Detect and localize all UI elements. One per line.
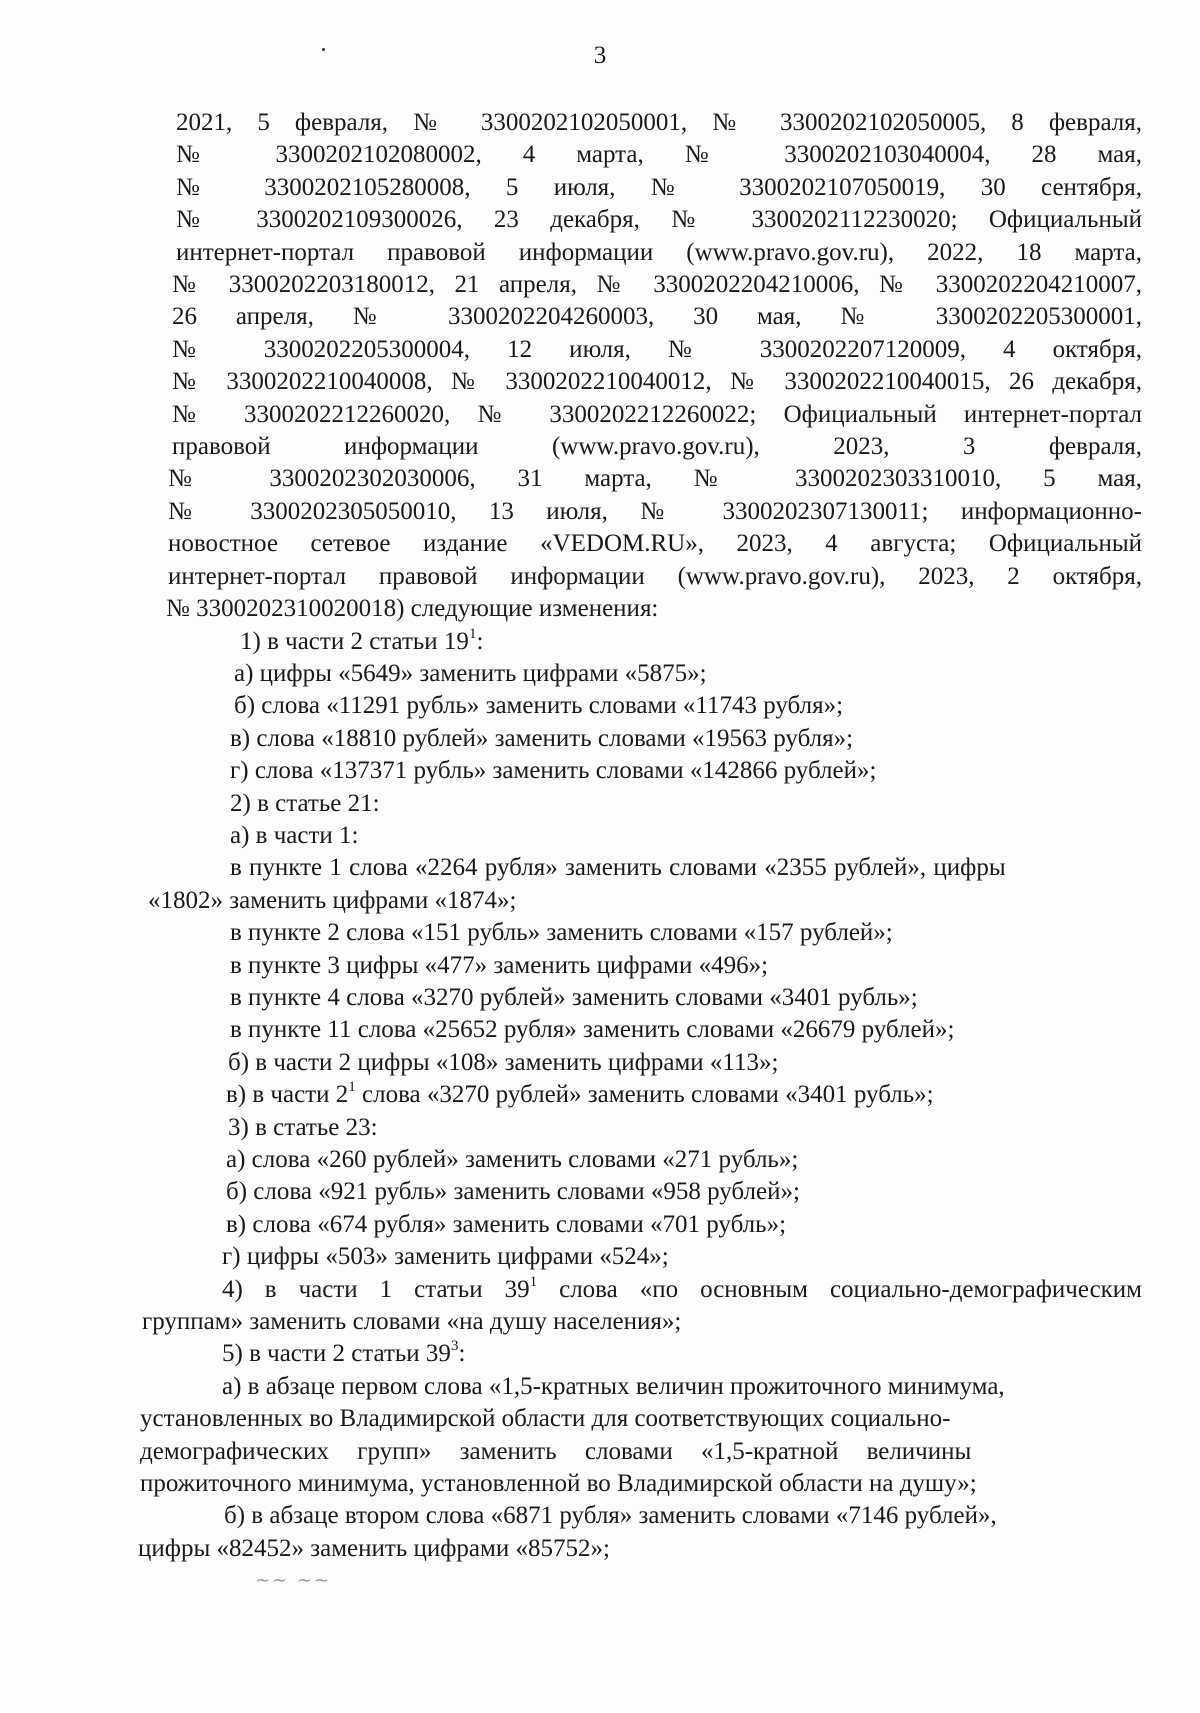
item-4-line-2: группам» заменить словами «на душу населения»; bbox=[142, 1308, 682, 1336]
item-2-c-tail: слова «3270 рублей» заменить словами «3401 рубль»; bbox=[355, 1081, 934, 1109]
item-4-head: 4) в части 1 статьи 39 bbox=[222, 1275, 530, 1303]
intro-line: № 3300202105280008, 5 июля, № 3300202107050019, 30 сентября, bbox=[176, 173, 1142, 201]
item-1-d: г) слова «137371 рубль» заменить словами «142866 рублей»; bbox=[230, 757, 877, 785]
document-body bbox=[138, 107, 1143, 1565]
item-2-a: а) в части 1: bbox=[230, 821, 359, 849]
intro-line: 26 апреля, № 3300202204260003, 30 мая, № 3300202205300001, bbox=[172, 303, 1142, 331]
intro-line: № 3300202205300004, 12 июля, № 3300202207120009, 4 октября, bbox=[172, 335, 1142, 363]
item-2-c bbox=[160, 1079, 1142, 1111]
intro-line: № 3300202305050010, 13 июля, № 3300202307130011; информационно- bbox=[168, 497, 1142, 525]
item-5-head: 5) в части 2 статьи 39 bbox=[222, 1340, 451, 1368]
item-1-c: в) слова «18810 рублей» заменить словами «19563 рубля»; bbox=[230, 724, 854, 752]
item-1-b: б) слова «11291 рубль» заменить словами «11743 рубля»; bbox=[234, 692, 844, 720]
intro-line: новостное сетевое издание «VEDOM.RU», 2023, 4 августа; Официальный bbox=[168, 530, 1142, 558]
scan-dot bbox=[322, 48, 325, 51]
intro-line: интернет-портал правовой информации (www.pravo.gov.ru), 2022, 18 марта, bbox=[176, 238, 1142, 266]
intro-line: № 3300202210040008, № 3300202210040012, № 3300202210040015, 26 декабря, bbox=[172, 368, 1142, 396]
item-3-c: в) слова «674 рубля» заменить словами «701 рубль»; bbox=[226, 1210, 787, 1238]
page-number: 3 bbox=[593, 42, 607, 69]
item-2-heading: 2) в статье 21: bbox=[230, 789, 380, 817]
intro-line: № 3300202302030006, 31 марта, № 3300202303310010, 5 мая, bbox=[168, 465, 1142, 493]
item-2-a-point-1-cont: «1802» заменить цифрами «1874»; bbox=[148, 886, 517, 914]
scan-artifact-mark: ~~ ~~ bbox=[252, 1570, 334, 1591]
item-2-a-point-2: в пункте 2 слова «151 рубль» заменить словами «157 рублей»; bbox=[230, 919, 893, 947]
item-5-tail: : bbox=[458, 1340, 466, 1368]
intro-line: № 3300202212260020, № 3300202212260022; Официальный интернет-портал bbox=[172, 400, 1142, 428]
item-3-heading: 3) в статье 23: bbox=[228, 1113, 378, 1141]
item-2-c-sup: 1 bbox=[348, 1079, 356, 1096]
item-5-a-line-2: установленных во Владимирской области для соответствующих социально- bbox=[140, 1405, 951, 1433]
item-3-b: б) слова «921 рубль» заменить словами «958 рублей»; bbox=[226, 1178, 800, 1206]
item-1-heading bbox=[160, 626, 1142, 658]
item-5-b-line-2: цифры «82452» заменить цифрами «85752»; bbox=[138, 1534, 610, 1562]
intro-line-last: № 3300202310020018) следующие изменения: bbox=[166, 595, 659, 623]
item-2-b: б) в части 2 цифры «108» заменить цифрами «113»; bbox=[228, 1048, 779, 1076]
item-5-a-line-4: прожиточного минимума, установленной во Владимирской области на душу»; bbox=[140, 1470, 977, 1498]
item-2-a-point-4: в пункте 4 слова «3270 рублей» заменить словами «3401 рубль»; bbox=[230, 983, 918, 1011]
item-3-d: г) цифры «503» заменить цифрами «524»; bbox=[222, 1243, 669, 1271]
intro-line: правовой информации (www.pravo.gov.ru), 2023, 3 февраля, bbox=[172, 433, 1142, 461]
intro-line: № 3300202102080002, 4 марта, № 3300202103040004, 28 мая, bbox=[176, 141, 1142, 169]
item-5-a-line-3: демографических групп» заменить словами «1,5-кратной величины bbox=[140, 1437, 972, 1465]
item-5-sup: 3 bbox=[450, 1338, 459, 1355]
item-3-a: а) слова «260 рублей» заменить словами «271 рубль»; bbox=[226, 1146, 799, 1173]
item-1-heading-tail: : bbox=[476, 627, 484, 655]
item-5-b-line-1: б) в абзаце втором слова «6871 рубля» заменить словами «7146 рублей», bbox=[224, 1502, 997, 1530]
item-2-a-point-11: в пункте 11 слова «25652 рубля» заменить словами «26679 рублей»; bbox=[230, 1016, 955, 1044]
item-4-line-1 bbox=[160, 1274, 1142, 1306]
item-2-a-point-1: в пункте 1 слова «2264 рубля» заменить словами «2355 рублей», цифры bbox=[230, 854, 1006, 882]
intro-line: 2021, 5 февраля, № 3300202102050001, № 3300202102050005, 8 февраля, bbox=[176, 109, 1142, 136]
item-4-tail: слова «по основным социально-демографическим bbox=[537, 1275, 1143, 1303]
item-2-a-point-3: в пункте 3 цифры «477» заменить цифрами «496»; bbox=[230, 951, 769, 979]
item-5-a-line-1: а) в абзаце первом слова «1,5-кратных величин прожиточного минимума, bbox=[222, 1372, 1005, 1400]
item-1-a: а) цифры «5649» заменить цифрами «5875»; bbox=[234, 659, 707, 687]
item-2-c-head: в) в части 2 bbox=[226, 1081, 349, 1109]
item-1-sup: 1 bbox=[468, 625, 477, 642]
intro-line: № 3300202203180012, 21 апреля, № 3300202204210006, № 3300202204210007, bbox=[172, 271, 1142, 299]
intro-line: № 3300202109300026, 23 декабря, № 3300202112230020; Официальный bbox=[176, 206, 1142, 234]
item-4-sup: 1 bbox=[529, 1273, 538, 1290]
item-5-heading bbox=[160, 1338, 1142, 1370]
intro-line: интернет-портал правовой информации (www.pravo.gov.ru), 2023, 2 октября, bbox=[168, 562, 1142, 590]
item-1-heading-text: 1) в части 2 статьи 19 bbox=[240, 627, 469, 655]
